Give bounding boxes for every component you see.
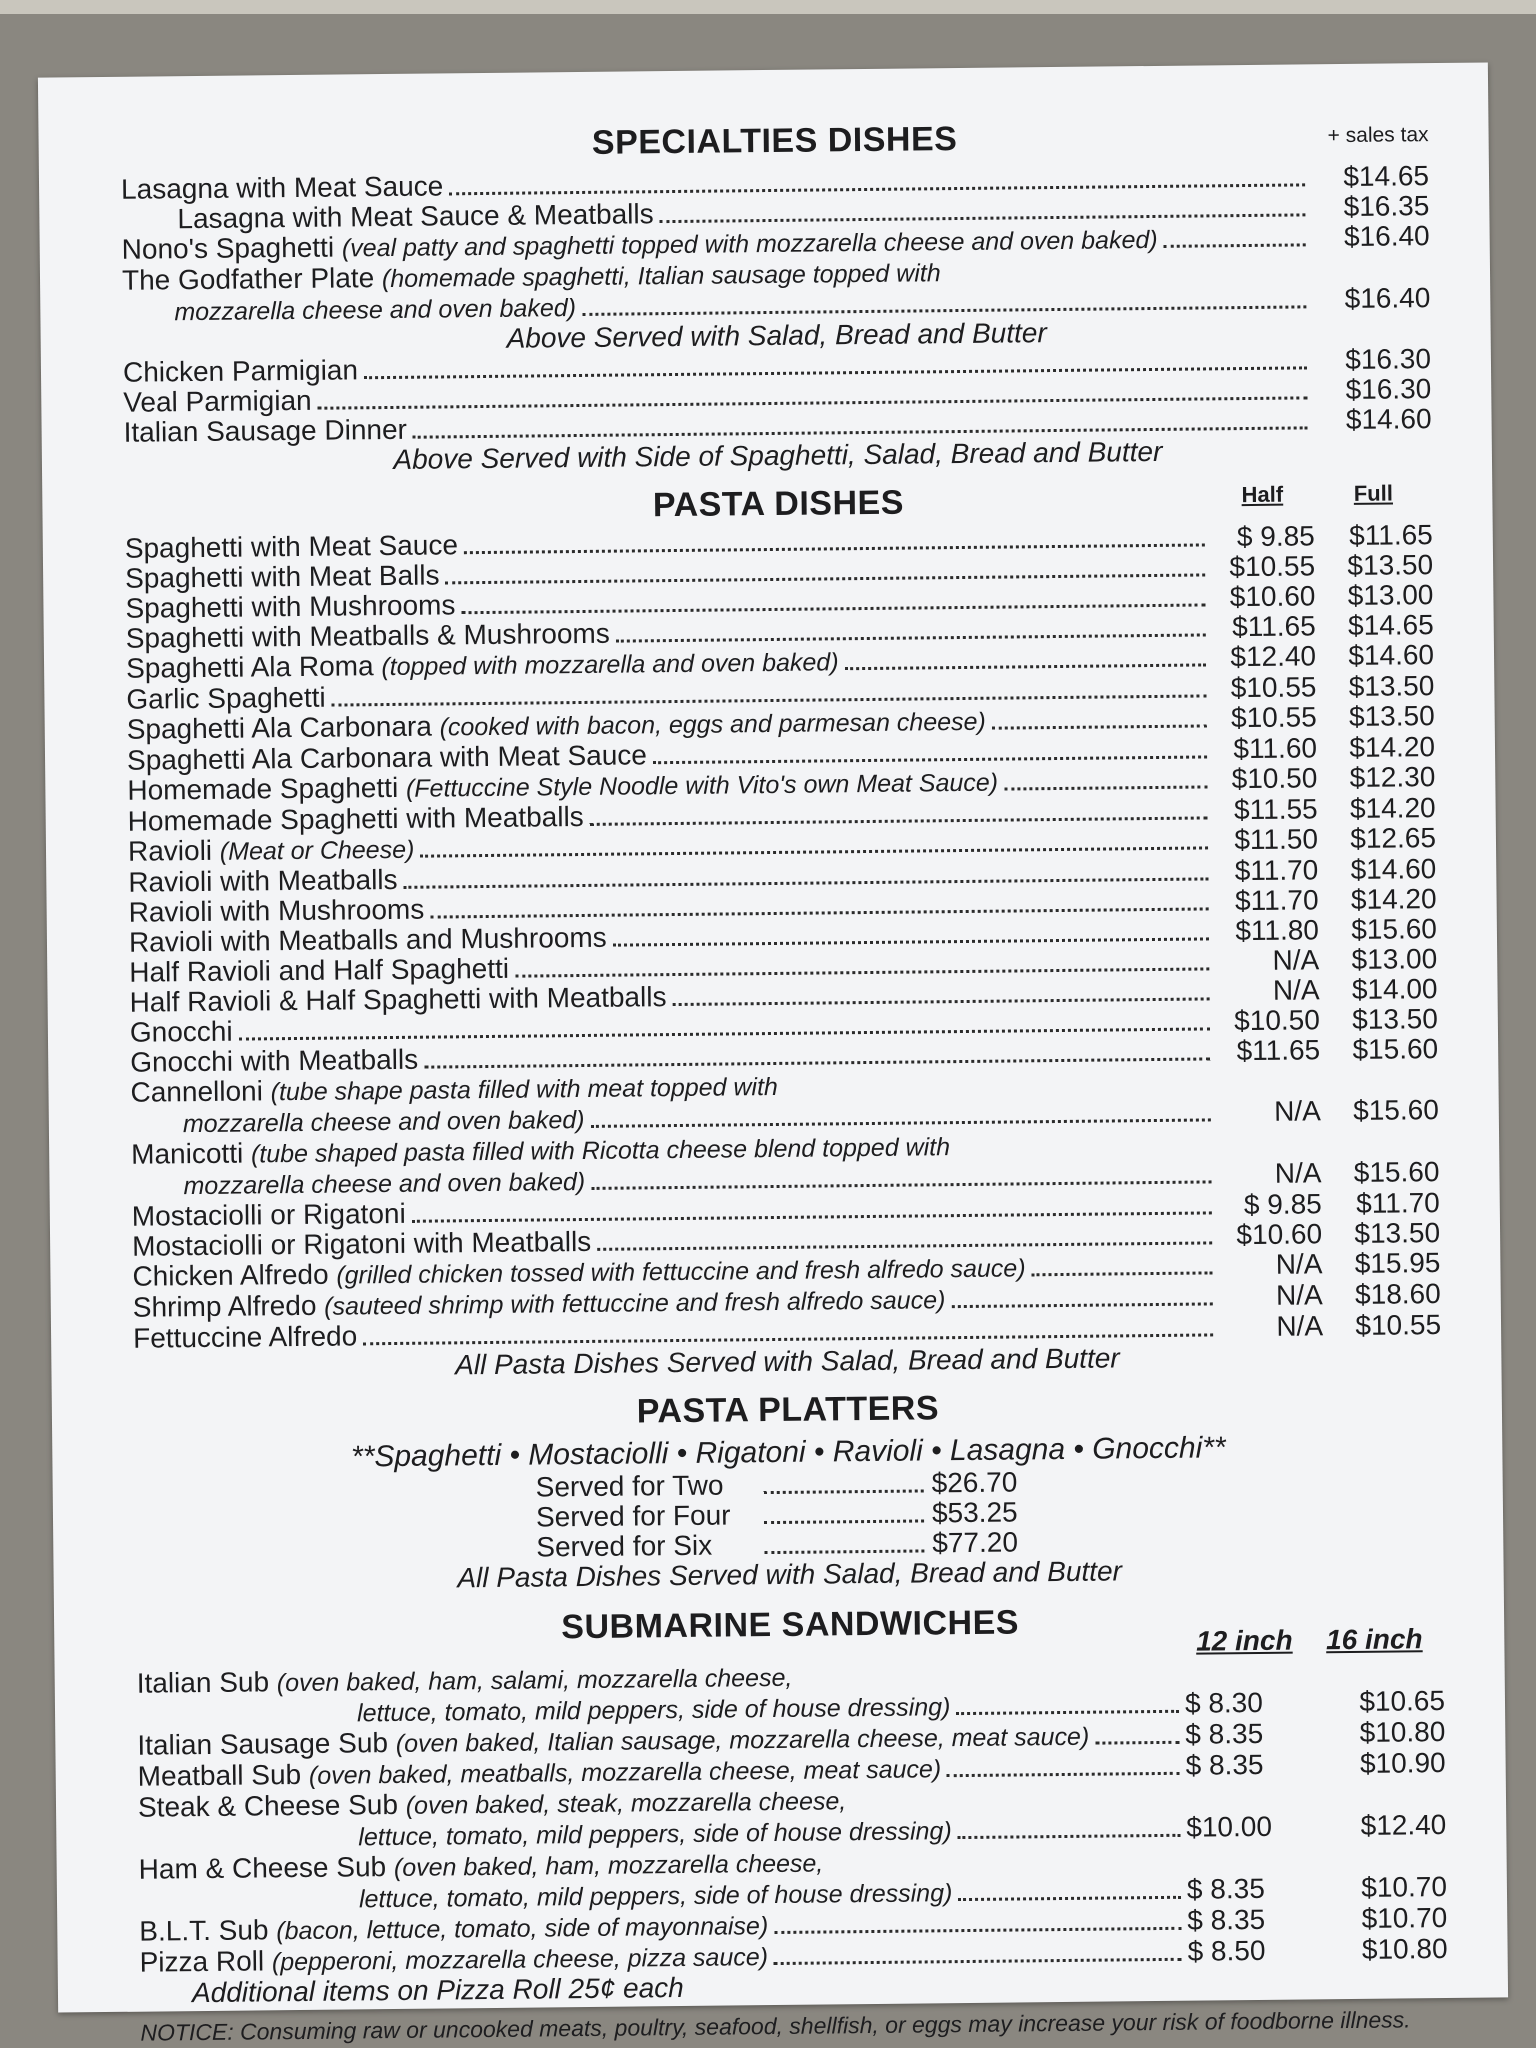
leader-dots [764, 1519, 924, 1524]
full-price: $15.95 [1354, 1247, 1441, 1279]
pasta-special-items [130, 1064, 1439, 1202]
leader-dots [764, 1549, 924, 1554]
leader-dots [774, 1958, 1182, 1965]
half-price: $11.80 [1235, 914, 1320, 947]
item-description: (cooked with bacon, eggs and parmesan cheese) [439, 707, 986, 742]
full-price: $12.30 [1349, 761, 1436, 793]
item-name: Spaghetti Ala Carbonara [126, 710, 432, 745]
platter-row: Served for Six $77.20 [135, 1523, 1443, 1567]
12-inch-price: $ 8.50 [1187, 1934, 1266, 1967]
menu-item-continued: lettuce, tomato, mild peppers, side of house dressing) $ 8.35 $10.70 [358, 1870, 1448, 1914]
menu-item: The Godfather Plate (homemade spaghetti, Italian sausage topped with [121, 259, 941, 296]
leader-dots [774, 1927, 1181, 1934]
menu-item: Meatball Sub (oven baked, meatballs, mozzarella cheese, meat sauce) $ 8.35 $10.90 [137, 1746, 1446, 1792]
half-price: $10.60 [1236, 1218, 1323, 1251]
pizza-roll-additional-note: Additional items on Pizza Roll 25¢ each [191, 1971, 684, 2009]
item-description: (Fettuccine Style Noodle with Vito's own Meat Sauce) [405, 768, 999, 803]
full-price: $11.65 [1349, 519, 1433, 551]
table-edge [0, 0, 1536, 14]
item-price: $14.60 [1345, 403, 1432, 435]
full-price: $12.65 [1350, 822, 1437, 854]
item-name: Garlic Spaghetti [126, 681, 326, 715]
leader-dots [1032, 1271, 1213, 1276]
leader-dots [597, 1241, 1212, 1250]
12-inch-price: $ 8.35 [1185, 1717, 1264, 1750]
full-price: $14.20 [1350, 883, 1437, 915]
platters-note: All Pasta Dishes Served with Salad, Bread and Butter [457, 1555, 1123, 1594]
16-inch-header: 16 inch [1325, 1623, 1423, 1656]
pasta-list [125, 520, 1439, 1078]
subs-title: SUBMARINE SANDWICHES [561, 1603, 1020, 1647]
16-inch-price: $10.65 [1359, 1685, 1446, 1717]
leader-dots [591, 1118, 1211, 1127]
16-inch-price: $10.80 [1361, 1932, 1448, 1965]
menu-item: B.L.T. Sub (bacon, lettuce, tomato, side of mayonnaise) $ 8.35 $10.70 [139, 1901, 1448, 1947]
leader-dots [590, 816, 1208, 825]
item-name: Spaghetti with Meat Sauce [124, 529, 459, 564]
leader-dots [591, 1180, 1211, 1189]
item-description: (grilled chicken tossed with fettuccine and fresh alfredo sauce) [336, 1254, 1026, 1290]
item-name: Half Ravioli & Half Spaghetti with Meatballs [129, 981, 667, 1018]
item-description: (Meat or Cheese) [219, 835, 415, 866]
leader-dots [660, 213, 1306, 223]
item-name: Spaghetti Ala Roma [125, 650, 374, 684]
full-price: $14.00 [1351, 973, 1438, 1005]
full-price: $14.65 [1347, 609, 1434, 641]
item-name: Homemade Spaghetti [127, 771, 399, 806]
leader-dots [420, 846, 1208, 857]
pasta-column-headers [1210, 480, 1432, 508]
platter-price: $77.20 [932, 1526, 1019, 1559]
platters-title: PASTA PLATTERS [636, 1389, 940, 1431]
item-price: $16.35 [1343, 190, 1430, 222]
half-column-header: Half [1241, 481, 1284, 508]
sales-tax-note: + sales tax [1327, 123, 1429, 148]
menu-item: Cannelloni (tube shape pasta filled with meat topped with [130, 1072, 779, 1108]
half-price: $11.60 [1233, 732, 1318, 765]
16-inch-price: $10.80 [1359, 1715, 1446, 1748]
item-description: (topped with mozzarella and oven baked) [381, 648, 839, 682]
full-price: $13.50 [1348, 700, 1435, 732]
half-price: $11.50 [1234, 823, 1319, 856]
menu-item: Veal Parmigian $16.30 [123, 373, 1432, 418]
full-price: $15.60 [1351, 913, 1438, 945]
item-name: Gnocchi [129, 1015, 233, 1048]
full-price: $13.00 [1351, 943, 1438, 975]
item-name: Chicken Alfredo [132, 1258, 329, 1292]
platter-row: Served for Four $53.25 [135, 1493, 1443, 1537]
16-inch-price: $12.40 [1360, 1808, 1447, 1841]
leader-dots [515, 967, 1209, 977]
item-name: Mostaciolli or Rigatoni with Meatballs [131, 1225, 592, 1262]
full-price: $13.00 [1347, 579, 1434, 611]
specialties-note-1: Above Served with Salad, Bread and Butter [506, 317, 1047, 354]
item-name: Ravioli with Meatballs [128, 863, 398, 898]
menu-item: Pizza Roll (pepperoni, mozzarella cheese, pizza sauce) $ 8.50 $10.80 [139, 1932, 1448, 1978]
menu-item-continued: lettuce, tomato, mild peppers, side of house dressing) $10.00 $12.40 [358, 1808, 1447, 1852]
platters-list: **Spaghetti • Mostaciolli • Rigatoni • Ravioli • Lasagna • Gnocchi** [350, 1431, 1226, 1474]
half-price: N/A [1272, 974, 1320, 1006]
12-inch-price: $ 8.35 [1186, 1872, 1265, 1905]
half-price: $11.65 [1231, 610, 1316, 643]
half-price: $10.50 [1234, 1004, 1321, 1037]
full-price: $14.20 [1349, 731, 1436, 763]
menu-item: Chicken Parmigian $16.30 [122, 343, 1432, 388]
platter-price: $26.70 [931, 1466, 1018, 1499]
full-price: $14.60 [1348, 639, 1435, 671]
full-price: $15.60 [1353, 1156, 1440, 1188]
full-price: $13.50 [1348, 670, 1435, 702]
half-price: $10.50 [1231, 762, 1318, 795]
half-price: N/A [1274, 1157, 1322, 1189]
half-price: $10.55 [1229, 550, 1316, 583]
menu-item: Italian Sausage Dinner $14.60 [123, 403, 1432, 448]
menu-item-continued: mozzarella cheese and oven baked) N/A $15.60 [182, 1094, 1439, 1139]
item-name: Spaghetti with Meat Balls [124, 559, 440, 594]
item-name: Spaghetti with Meatballs & Mushrooms [125, 617, 610, 654]
pasta-list-2 [132, 1188, 1442, 1354]
full-price: $18.60 [1354, 1278, 1441, 1310]
12-inch-price: $10.00 [1186, 1810, 1273, 1843]
menu-item-continued: mozzarella cheese and oven baked) $16.40 [174, 282, 1431, 327]
food-safety-notice: NOTICE: Consuming raw or uncooked meats, poultry, seafood, shellfish, or eggs may increase your risk of foodborne illness. [140, 2006, 1411, 2046]
leader-dots [1004, 785, 1207, 790]
leader-dots [764, 1489, 924, 1494]
12-inch-price: $ 8.35 [1187, 1903, 1266, 1936]
leader-dots [673, 997, 1210, 1006]
specialties-note-2: Above Served with Side of Spaghetti, Salad, Bread and Butter [393, 435, 1163, 475]
16-inch-price: $10.90 [1359, 1746, 1446, 1779]
half-price: $12.40 [1230, 640, 1317, 673]
full-price: $13.50 [1352, 1003, 1439, 1035]
menu-item: Steak & Cheese Sub (oven baked, steak, mozzarella cheese, [137, 1787, 847, 1823]
full-column-header: Full [1353, 480, 1394, 506]
item-name: Homemade Spaghetti with Meatballs [127, 800, 584, 837]
half-price: $11.65 [1236, 1034, 1321, 1067]
menu-item: Nono's Spaghetti (veal patty and spaghetti topped with mozzarella cheese and oven baked) $16.40 [121, 220, 1430, 265]
16-inch-price: $10.70 [1361, 1901, 1448, 1934]
item-description: (sauteed shrimp with fettuccine and fresh alfredo sauce) [324, 1286, 946, 1321]
leader-dots [958, 1896, 1181, 1901]
full-price: $14.20 [1349, 792, 1436, 824]
full-price: $14.60 [1350, 853, 1437, 885]
leader-dots [947, 1772, 1180, 1777]
platter-row: Served for Two $26.70 [135, 1463, 1443, 1507]
item-name: Ravioli [127, 834, 213, 867]
item-name: Ravioli with Mushrooms [128, 893, 425, 928]
item-price: $16.30 [1345, 373, 1432, 405]
half-price: $11.55 [1233, 793, 1318, 826]
full-price: $15.60 [1352, 1094, 1439, 1126]
half-price: $11.70 [1234, 884, 1319, 917]
menu-item: Manicotti (tube shaped pasta filled with Ricotta cheese blend topped with [131, 1133, 951, 1170]
half-price: N/A [1275, 1279, 1323, 1311]
half-price: N/A [1275, 1248, 1323, 1280]
full-price: $10.55 [1355, 1309, 1442, 1341]
leader-dots [958, 1834, 1181, 1839]
16-inch-price: $10.70 [1361, 1870, 1448, 1903]
item-price: $14.65 [1343, 160, 1430, 192]
item-name: Half Ravioli and Half Spaghetti [129, 952, 510, 988]
item-name: Shrimp Alfredo [132, 1289, 317, 1323]
12-inch-price: $ 8.35 [1185, 1748, 1264, 1781]
full-price: $13.50 [1354, 1217, 1441, 1249]
menu-item-continued: mozzarella cheese and oven baked) N/A $15.60 [183, 1156, 1440, 1201]
leader-dots [1095, 1741, 1179, 1745]
pasta-note: All Pasta Dishes Served with Salad, Bread and Butter [454, 1342, 1120, 1381]
menu-item-continued: lettuce, tomato, mild peppers, side of house dressing) $ 8.30 $10.65 [356, 1685, 1446, 1728]
specialties-list [121, 161, 1432, 478]
leader-dots [951, 1302, 1212, 1308]
item-name: Mostaciolli or Rigatoni [131, 1197, 406, 1232]
half-price: $10.55 [1230, 671, 1317, 704]
leader-dots [845, 663, 1207, 670]
half-price: N/A [1273, 1095, 1321, 1127]
leader-dots [616, 633, 1206, 642]
12-inch-price: $ 8.30 [1184, 1686, 1264, 1719]
leader-dots [464, 543, 1205, 554]
item-name: Ravioli with Meatballs and Mushrooms [128, 921, 607, 958]
full-price: $11.70 [1356, 1187, 1440, 1219]
12-inch-header: 12 inch [1195, 1624, 1293, 1657]
menu-item: Lasagna with Meat Sauce & Meatballs $16.35 [177, 190, 1430, 235]
menu-item: Italian Sub (oven baked, ham, salami, mozzarella cheese, [136, 1663, 793, 1699]
menu-item: Lasagna with Meat Sauce $14.65 [120, 160, 1430, 205]
platter-price: $53.25 [931, 1496, 1018, 1529]
item-price: $16.40 [1343, 220, 1430, 252]
subs-list [137, 1655, 1448, 2009]
leader-dots [582, 305, 1306, 316]
half-price: $ 9.85 [1243, 1188, 1322, 1221]
half-price: N/A [1276, 1310, 1324, 1342]
full-price: $13.50 [1347, 549, 1434, 581]
half-price: $ 9.85 [1236, 520, 1315, 553]
leader-dots [992, 724, 1207, 729]
full-price: $15.60 [1352, 1033, 1439, 1065]
half-price: $11.70 [1234, 854, 1319, 887]
pasta-title: PASTA DISHES [652, 483, 905, 525]
half-price: N/A [1272, 944, 1320, 976]
item-name: Fettuccine Alfredo [132, 1320, 358, 1354]
leader-dots [653, 755, 1207, 764]
specialties-title: SPECIALTIES DISHES [591, 120, 958, 162]
leader-dots [1164, 243, 1306, 247]
item-price: $16.30 [1345, 343, 1432, 375]
item-name: Spaghetti with Mushrooms [125, 589, 456, 624]
menu-item: Ham & Cheese Sub (oven baked, ham, mozzarella cheese, [138, 1849, 824, 1885]
item-price: $16.40 [1344, 282, 1431, 314]
platters-rows [135, 1463, 1444, 1567]
half-price: $10.55 [1230, 701, 1317, 734]
leader-dots [956, 1710, 1179, 1715]
menu-item: Italian Sausage Sub (oven baked, Italian sausage, mozzarella cheese, meat sauce) $ 8.35 $10.80 [137, 1715, 1446, 1761]
menu-page [38, 62, 1508, 2046]
leader-dots [613, 937, 1209, 946]
item-name: Spaghetti Ala Carbonara with Meat Sauce [126, 739, 648, 776]
half-price: $10.60 [1229, 580, 1316, 613]
item-name: Gnocchi with Meatballs [130, 1043, 419, 1078]
